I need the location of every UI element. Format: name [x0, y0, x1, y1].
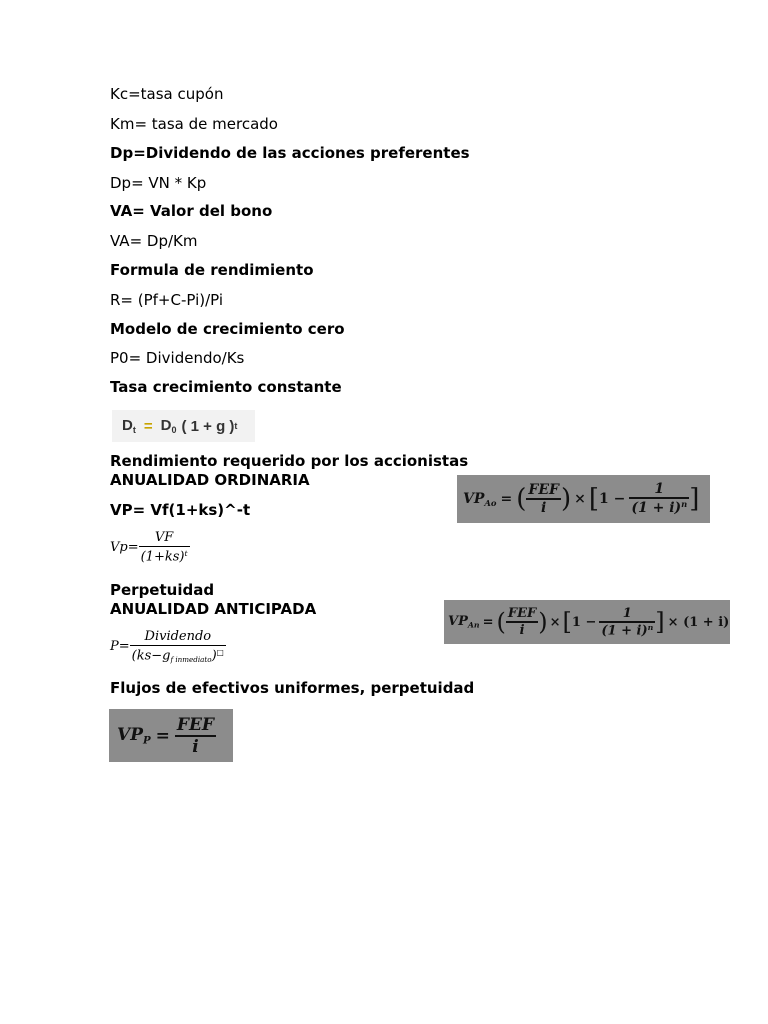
formula-vp-p-image [109, 709, 233, 762]
heading-tasa-crecimiento: Tasa crecimiento constante [110, 378, 342, 396]
heading-dividendo-preferentes: Dp=Dividendo de las acciones preferentes [110, 144, 470, 162]
formula-vp-fraction [110, 530, 190, 565]
heading-formula-rendimiento: Formula de rendimiento [110, 261, 314, 279]
vpao-fef-frac: $\frac{\text{FEF}}{i}$ [528, 482, 559, 516]
vp-lhs: Vp= [110, 539, 139, 555]
vpao-eq: = [500, 491, 513, 507]
heading-crecimiento-cero: Modelo de crecimiento cero [110, 320, 345, 338]
growth-d0: $D_0$ [160, 416, 177, 436]
p-frac: $\frac{\text{Dividendo}}{(ks-g_{f inmediato})^□}$ [131, 629, 225, 665]
heading-flujos-uniformes: Flujos de efectivos uniformes, perpetuidad [110, 679, 475, 697]
vpan-tail: × (1 + i) [667, 614, 730, 630]
vpan-eq: = [482, 614, 494, 630]
vpan-times: × [549, 614, 561, 630]
formula-vp-an-image: $VP_{An}$ = ( $\frac{\text{FEF}}{i}$ ) × [ 1 − $\frac{1}{(1 + i)^n}$ ] × (1 + i) [444, 600, 730, 644]
p-lhs: P= [110, 639, 130, 655]
heading-valor-bono: VA= Valor del bono [110, 202, 273, 220]
formula-r: R= (Pf+C-Pi)/Pi [110, 291, 224, 309]
formula-growth-image [112, 410, 255, 442]
vpan-fef-frac: $\frac{\text{FEF}}{i}$ [507, 606, 537, 638]
formula-p-fraction [110, 629, 226, 664]
definition-kc: Kc=tasa cupón [110, 85, 224, 103]
heading-rendimiento-requerido: Rendimiento requerido por los accionistas [110, 452, 469, 470]
growth-equals: = [143, 417, 153, 435]
formula-va: VA= Dp/Km [110, 232, 198, 250]
growth-t-sup: t [234, 421, 238, 431]
vpao-lhs: $VP_{Ao}$ [463, 490, 497, 508]
vpao-one: 1 − [598, 491, 626, 507]
growth-body: ( 1 + g ) [181, 417, 235, 435]
heading-anualidad-ordinaria: ANUALIDAD ORDINARIA [110, 471, 310, 489]
formula-dp: Dp= VN * Kp [110, 174, 207, 192]
definition-km: Km= tasa de mercado [110, 115, 278, 133]
vp-frac: $\frac{VF}{(1+ks)^t}$ [140, 530, 188, 565]
formula-vp-ao-image: $VP_{Ao}$ = ( $\frac{\text{FEF}}{i}$ ) × [ 1 − $\frac{1}{(1 + i)^n}$ ] [457, 475, 710, 523]
formula-p0: P0= Dividendo/Ks [110, 349, 245, 367]
vpao-times: × [574, 491, 586, 507]
vpan-lhs: $VP_{An}$ [448, 614, 480, 630]
growth-dt: $D_t$ [122, 416, 136, 436]
vpan-inner-frac: $\frac{1}{(1 + i)^n}$ [601, 605, 654, 639]
vpp-lhs: $VP_P$ [117, 724, 151, 747]
vpp-frac: $\frac{\text{FEF}}{i}$ [176, 714, 215, 757]
formula-vp-vf: VP= Vf(1+ks)^-t [110, 501, 251, 519]
vpp-eq: = [155, 725, 170, 746]
vpao-inner-frac: $\frac{1}{(1 + i)^n}$ [631, 481, 688, 517]
heading-perpetuidad: Perpetuidad [110, 581, 215, 599]
heading-anualidad-anticipada: ANUALIDAD ANTICIPADA [110, 600, 317, 618]
vpan-one: 1 − [571, 614, 597, 630]
